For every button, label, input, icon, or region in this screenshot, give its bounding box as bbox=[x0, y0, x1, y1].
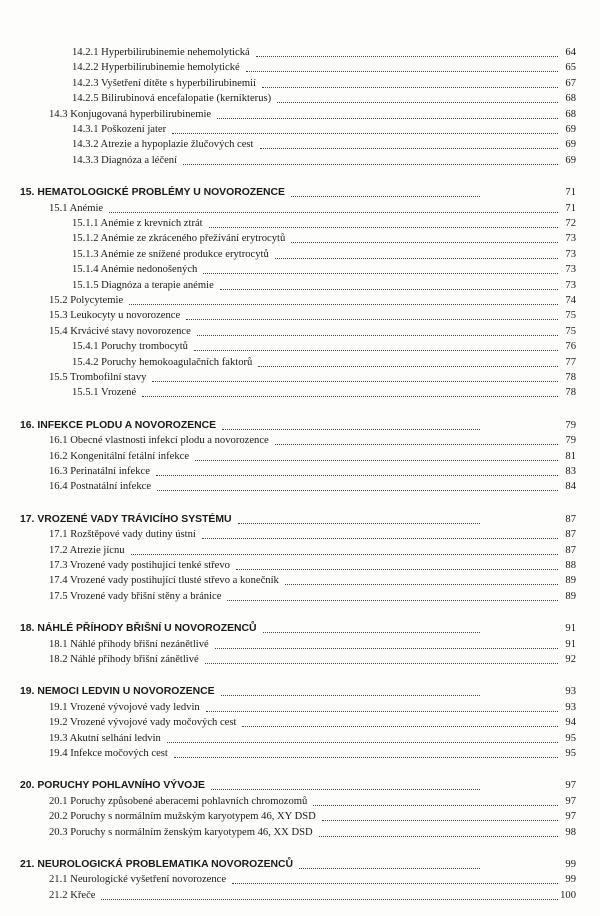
toc-entry-title: 15.3 Leukocyty u novorozence bbox=[49, 310, 181, 322]
toc-entry-title: 20.3 Poruchy s normálním ženským karyotypem 46, XX DSD bbox=[49, 826, 313, 838]
dot-leader bbox=[183, 164, 558, 165]
toc-page-number: 76 bbox=[565, 341, 576, 353]
toc-entry-title: 14.3 Konjugovaná hyperbilirubinemie bbox=[49, 108, 212, 120]
toc-entry-title: 19.4 Infekce močových cest bbox=[49, 748, 168, 759]
toc-page-number: 79 bbox=[565, 419, 576, 431]
toc-entry-title: 16. INFEKCE PLODU A NOVOROZENCE bbox=[20, 419, 217, 431]
toc-entry-title: 16.2 Kongenitální fetální infekce bbox=[49, 450, 190, 462]
toc-entry bbox=[0, 793, 600, 808]
toc-entry-title: 17.1 Rozštěpové vady dutiny ústní bbox=[49, 529, 196, 541]
toc-entry bbox=[0, 542, 600, 557]
dot-leader bbox=[205, 663, 558, 664]
dot-leader bbox=[131, 554, 558, 555]
toc-entry bbox=[0, 292, 600, 307]
dot-leader bbox=[109, 212, 558, 213]
toc-page-number: 69 bbox=[565, 139, 576, 151]
toc-entry bbox=[0, 432, 600, 447]
toc-page-number: 83 bbox=[565, 466, 576, 477]
toc-entry bbox=[0, 323, 600, 338]
toc-page-number: 71 bbox=[565, 202, 576, 214]
toc-entry-title: 14.2.3 Vyšetření dítěte s hyperbilirubinemií bbox=[72, 77, 256, 89]
toc-entry-title: 14.2.5 Bilirubinová encefalopatie (kernikterus) bbox=[72, 93, 272, 105]
toc-entry bbox=[0, 215, 600, 230]
toc-page-number: 95 bbox=[565, 732, 576, 744]
toc-page-number: 73 bbox=[565, 233, 576, 245]
toc-entry-title: 17.4 Vrozené vady postihující tlusté střevo a konečník bbox=[49, 575, 279, 587]
toc-entry-title: 19.1 Vrozené vývojové vady ledvin bbox=[49, 701, 200, 713]
dot-leader bbox=[206, 711, 558, 712]
toc-page-number: 98 bbox=[565, 826, 576, 838]
toc-page-number: 91 bbox=[565, 623, 576, 635]
toc-entry-title: 21.2 Křeče bbox=[49, 889, 96, 901]
toc-page-number: 69 bbox=[565, 154, 576, 166]
toc-page-number: 72 bbox=[565, 218, 576, 229]
dot-leader bbox=[275, 258, 558, 259]
dot-leader bbox=[197, 335, 558, 336]
toc-page-number: 95 bbox=[565, 748, 576, 759]
toc-entry-title: 17.2 Atrezie jícnu bbox=[49, 544, 125, 556]
dot-leader bbox=[167, 742, 558, 743]
toc-page-number: 100 bbox=[560, 889, 576, 901]
toc-entry-title: 18. NÁHLÉ PŘÍHODY BŘIŠNÍ U NOVOROZENCŮ bbox=[20, 623, 257, 635]
toc-page-number: 65 bbox=[565, 62, 576, 74]
toc-page-number: 75 bbox=[565, 310, 576, 322]
dot-leader bbox=[174, 757, 558, 758]
dot-leader bbox=[220, 289, 558, 290]
toc-page-number: 73 bbox=[565, 248, 576, 260]
dot-leader bbox=[260, 148, 559, 149]
toc-entry bbox=[0, 463, 600, 478]
toc-page-number: 68 bbox=[565, 93, 576, 105]
toc-entry-title: 20.1 Poruchy způsobené aberacemi pohlavních chromozomů bbox=[49, 795, 308, 807]
toc-page-number: 97 bbox=[565, 795, 576, 807]
dot-leader bbox=[142, 396, 558, 397]
dot-leader bbox=[203, 273, 558, 274]
toc-entry-title: 15.1.5 Diagnóza a terapie anémie bbox=[72, 279, 214, 291]
toc-entry bbox=[0, 887, 600, 902]
dot-leader bbox=[246, 71, 558, 72]
toc-entry bbox=[0, 808, 600, 823]
toc-page-number: 79 bbox=[565, 435, 576, 447]
toc-entry-title: 14.3.2 Atrezie a hypoplazie žlučových cest bbox=[72, 139, 254, 151]
toc-entry bbox=[0, 277, 600, 292]
toc-page-number: 89 bbox=[565, 575, 576, 587]
dot-leader bbox=[186, 319, 558, 320]
toc-entry-title: 18.1 Náhlé příhody břišní nezánětlivé bbox=[49, 638, 209, 650]
toc-entry bbox=[0, 745, 600, 760]
dot-leader bbox=[275, 444, 558, 445]
toc-page-number: 71 bbox=[565, 187, 576, 199]
toc-entry-title: 15.4.1 Poruchy trombocytů bbox=[72, 341, 188, 353]
toc-entry bbox=[0, 448, 600, 463]
toc-entry bbox=[0, 824, 600, 839]
toc-entry-title: 16.3 Perinatální infekce bbox=[49, 466, 150, 477]
toc-page-number: 77 bbox=[565, 356, 576, 368]
dot-leader bbox=[236, 569, 558, 570]
toc-page-number: 97 bbox=[565, 780, 576, 792]
toc-entry-title: 15. HEMATOLOGICKÉ PROBLÉMY U NOVOROZENCE bbox=[20, 187, 285, 199]
toc-entry-title: 16.4 Postnatální infekce bbox=[49, 481, 152, 493]
toc-entry bbox=[0, 354, 600, 369]
toc-page-number: 81 bbox=[565, 450, 576, 462]
toc-entry-title: 15.1.3 Anémie ze snížené produkce erytrocytů bbox=[72, 248, 269, 260]
toc-page-number: 69 bbox=[565, 124, 576, 135]
toc-entry bbox=[0, 338, 600, 353]
toc-entry bbox=[0, 714, 600, 729]
toc-entry-title: 17.5 Vrozené vady břišní stěny a bránice bbox=[49, 590, 222, 602]
toc-page-number: 89 bbox=[565, 590, 576, 602]
toc-page-number: 84 bbox=[565, 481, 576, 493]
toc-page-number: 93 bbox=[565, 686, 576, 698]
toc-page-number: 87 bbox=[565, 513, 576, 525]
dot-leader bbox=[221, 695, 480, 696]
toc-entry-title: 15.4.2 Poruchy hemokoagulačních faktorů bbox=[72, 356, 253, 368]
toc-entry-title: 19. NEMOCI LEDVIN U NOVOROZENCE bbox=[20, 686, 215, 698]
toc-entry-title: 20.2 Poruchy s normálním mužským karyotypem 46, XY DSD bbox=[49, 811, 316, 823]
dot-leader bbox=[209, 227, 558, 228]
toc-entry-title: 21.1 Neurologické vyšetření novorozence bbox=[49, 874, 227, 886]
toc-entry-title: 15.2 Polycytemie bbox=[49, 295, 124, 306]
dot-leader bbox=[157, 490, 558, 491]
dot-leader bbox=[277, 102, 558, 103]
toc-entry-title: 14.2.2 Hyperbilirubinemie hemolytické bbox=[72, 62, 240, 74]
dot-leader bbox=[101, 899, 558, 900]
dot-leader bbox=[211, 789, 480, 790]
toc-entry bbox=[0, 44, 600, 59]
toc-entry-title: 17.3 Vrozené vady postihující tenké střevo bbox=[49, 560, 230, 571]
toc-page-number: 78 bbox=[565, 372, 576, 383]
toc-entry-title: 17. VROZENÉ VADY TRÁVICÍHO SYSTÉMU bbox=[20, 513, 232, 525]
dot-leader bbox=[202, 538, 558, 539]
dot-leader bbox=[242, 726, 558, 727]
dot-leader bbox=[313, 805, 558, 806]
dot-leader bbox=[291, 196, 480, 197]
toc-entry bbox=[0, 588, 600, 603]
dot-leader bbox=[291, 242, 558, 243]
toc-page-number: 74 bbox=[565, 295, 576, 306]
dot-leader bbox=[232, 883, 558, 884]
toc-chapter-entry bbox=[0, 620, 600, 635]
toc-entry bbox=[0, 478, 600, 493]
toc-entry bbox=[0, 136, 600, 151]
toc-page-number: 75 bbox=[565, 325, 576, 337]
toc-entry bbox=[0, 261, 600, 276]
toc-entry bbox=[0, 59, 600, 74]
dot-leader bbox=[152, 381, 558, 382]
toc-entry bbox=[0, 651, 600, 666]
toc-entry-title: 20. PORUCHY POHLAVNÍHO VÝVOJE bbox=[20, 780, 205, 792]
toc-entry bbox=[0, 369, 600, 384]
toc-entry-title: 15.1.4 Anémie nedonošených bbox=[72, 264, 198, 276]
toc-entry-title: 21. NEUROLOGICKÁ PROBLEMATIKA NOVOROZENCŮ bbox=[20, 859, 294, 870]
toc-entry-title: 16.1 Obecné vlastnosti infekcí plodu a novorozence bbox=[49, 435, 269, 447]
toc-page-number: 94 bbox=[565, 717, 576, 729]
toc-entry-title: 19.2 Vrozené vývojové vady močových cest bbox=[49, 717, 237, 729]
toc-page-number: 68 bbox=[565, 108, 576, 120]
toc-entry-title: 15.1.2 Anémie ze zkráceného přežívání erytrocytů bbox=[72, 233, 286, 245]
dot-leader bbox=[195, 460, 558, 461]
toc-entry bbox=[0, 526, 600, 541]
toc-entry bbox=[0, 230, 600, 245]
toc-entry-title: 14.3.3 Diagnóza a léčení bbox=[72, 154, 178, 166]
toc-chapter-entry bbox=[0, 511, 600, 526]
toc-entry bbox=[0, 75, 600, 90]
dot-leader bbox=[263, 632, 480, 633]
toc-page-number: 88 bbox=[565, 560, 576, 571]
toc-entry bbox=[0, 557, 600, 572]
toc-page-number: 87 bbox=[565, 529, 576, 541]
toc-entry-title: 15.1.1 Anémie z krevních ztrát bbox=[72, 218, 203, 229]
toc-entry bbox=[0, 90, 600, 105]
dot-leader bbox=[172, 133, 558, 134]
dot-leader bbox=[156, 475, 558, 476]
toc-entry-title: 19.3 Akutní selhání ledvin bbox=[49, 732, 161, 744]
toc-page-number: 64 bbox=[565, 47, 576, 58]
dot-leader bbox=[215, 648, 558, 649]
toc-chapter-entry bbox=[0, 683, 600, 698]
toc-entry bbox=[0, 730, 600, 745]
dot-leader bbox=[319, 836, 558, 837]
toc-entry-title: 15.5.1 Vrozené bbox=[72, 387, 137, 399]
dot-leader bbox=[299, 868, 480, 869]
toc-entry bbox=[0, 121, 600, 136]
dot-leader bbox=[258, 366, 558, 367]
toc-entry-title: 18.2 Náhlé příhody břišní zánětlivé bbox=[49, 654, 199, 665]
toc-page-number: 99 bbox=[565, 859, 576, 870]
toc-page-number: 92 bbox=[565, 654, 576, 665]
toc-entry bbox=[0, 699, 600, 714]
toc-chapter-entry bbox=[0, 777, 600, 792]
dot-leader bbox=[256, 56, 558, 57]
dot-leader bbox=[227, 600, 558, 601]
toc-entry bbox=[0, 106, 600, 121]
toc-entry bbox=[0, 307, 600, 322]
toc-chapter-entry bbox=[0, 417, 600, 432]
toc-entry bbox=[0, 152, 600, 167]
dot-leader bbox=[262, 87, 558, 88]
dot-leader bbox=[238, 523, 480, 524]
toc-entry bbox=[0, 572, 600, 587]
dot-leader bbox=[285, 584, 558, 585]
toc-page-number: 78 bbox=[565, 387, 576, 399]
dot-leader bbox=[217, 118, 558, 119]
toc-entry bbox=[0, 200, 600, 215]
dot-leader bbox=[129, 304, 558, 305]
toc-entry-title: 14.2.1 Hyperbilirubinemie nehemolytická bbox=[72, 47, 250, 58]
toc-page-number: 73 bbox=[565, 264, 576, 276]
toc-entry bbox=[0, 246, 600, 261]
toc-page-number: 97 bbox=[565, 811, 576, 823]
toc-entry-title: 15.5 Trombofilní stavy bbox=[49, 372, 147, 383]
toc-page-number: 67 bbox=[565, 77, 576, 89]
toc-page-number: 93 bbox=[565, 701, 576, 713]
toc-page-number: 73 bbox=[565, 279, 576, 291]
toc-entry bbox=[0, 384, 600, 399]
toc-chapter-entry bbox=[0, 184, 600, 199]
dot-leader bbox=[322, 820, 558, 821]
dot-leader bbox=[222, 429, 480, 430]
toc-entry bbox=[0, 871, 600, 886]
toc-entry-title: 14.3.1 Poškození jater bbox=[72, 124, 167, 135]
toc-entry bbox=[0, 636, 600, 651]
dot-leader bbox=[194, 350, 558, 351]
toc-entry-title: 15.1 Anémie bbox=[49, 202, 104, 214]
toc-page-number: 99 bbox=[565, 874, 576, 886]
toc-chapter-entry bbox=[0, 856, 600, 871]
toc-entry-title: 15.4 Krvácivé stavy novorozence bbox=[49, 325, 191, 337]
toc-page-number: 91 bbox=[565, 638, 576, 650]
toc-page-number: 87 bbox=[565, 544, 576, 556]
